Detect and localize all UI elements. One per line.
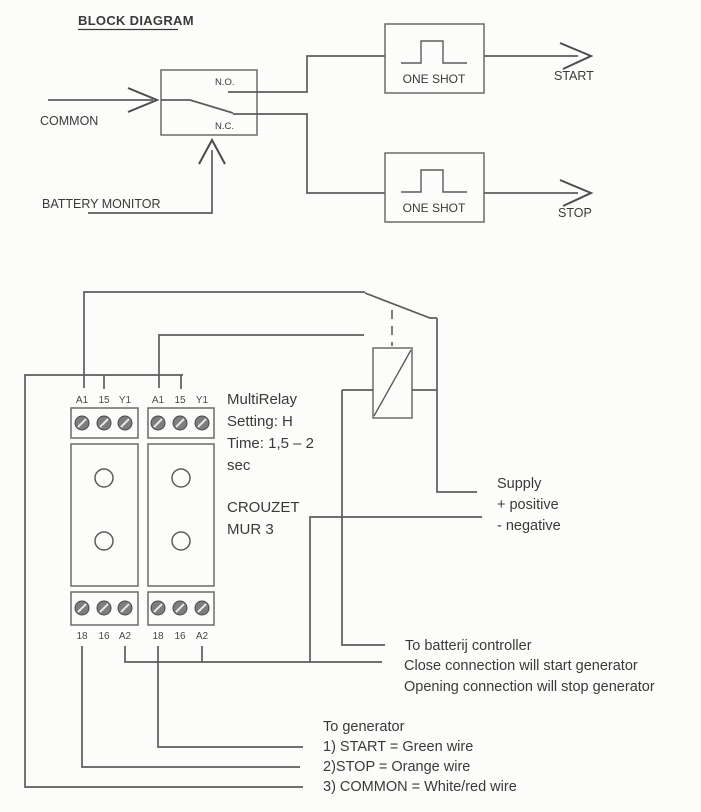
relay-contact-box	[161, 70, 257, 135]
terminal-label: A1	[75, 395, 89, 406]
terminal-label: 15	[98, 395, 110, 406]
note-line: + positive	[497, 497, 559, 513]
relay-module-2	[148, 395, 214, 642]
terminal-label: 18	[152, 631, 164, 642]
terminal-label: Y1	[195, 395, 209, 406]
terminal-label: A1	[151, 395, 165, 406]
note-line: MultiRelay	[227, 391, 298, 408]
common-input-label: COMMON	[40, 114, 99, 128]
wire-feed-module1-a1	[84, 292, 365, 388]
note-line: CROUZET	[227, 499, 300, 516]
wire-supply-positive	[437, 318, 477, 492]
one-shot-stop-block	[385, 153, 484, 222]
wire-stop-orange	[82, 646, 300, 767]
terminal-label: 16	[98, 631, 110, 642]
terminal-label: 16	[174, 631, 186, 642]
wire-feed-module2-a1	[159, 335, 364, 388]
one-shot-label-1: ONE SHOT	[402, 72, 466, 86]
battery-controller-notes	[404, 638, 655, 695]
nc-contact-label: N.C.	[215, 121, 234, 132]
battery-monitor-label: BATTERY MONITOR	[42, 197, 161, 211]
multirelay-notes	[227, 391, 314, 538]
note-line: 1) START = Green wire	[323, 739, 474, 755]
note-line: Supply	[497, 476, 542, 492]
note-line: 3) COMMON = White/red wire	[323, 779, 517, 795]
screw-terminal-icon	[151, 416, 209, 430]
note-line: sec	[227, 457, 251, 474]
note-line: 2)STOP = Orange wire	[323, 759, 471, 775]
start-output-label: START	[554, 69, 594, 83]
one-shot-label-2: ONE SHOT	[402, 201, 466, 215]
no-contact-label: N.O.	[215, 77, 235, 88]
screw-terminal-icon	[75, 416, 132, 430]
screw-terminal-icon	[151, 601, 209, 615]
note-line: MUR 3	[227, 521, 274, 538]
note-line: Time: 1,5 – 2	[227, 435, 314, 452]
relay-switch-blade	[365, 293, 437, 318]
wire-a2-bus	[125, 646, 382, 662]
relay-module-1	[71, 395, 138, 642]
terminal-label: 18	[76, 631, 88, 642]
note-line: Setting: H	[227, 413, 293, 430]
note-line: To batterij controller	[405, 638, 532, 654]
stop-output-label: STOP	[558, 206, 592, 220]
terminal-label: Y1	[118, 395, 132, 406]
module-body	[148, 444, 214, 586]
terminal-label: 15	[174, 395, 186, 406]
block-diagram	[40, 13, 594, 222]
note-line: - negative	[497, 518, 561, 534]
note-line: To generator	[323, 719, 405, 735]
note-line: Opening connection will stop generator	[404, 679, 655, 695]
wiring-diagram	[25, 292, 655, 795]
screw-terminal-icon	[75, 601, 132, 615]
note-line: Close connection will start generator	[404, 658, 638, 674]
module-body	[71, 444, 138, 586]
block-diagram-title: BLOCK DIAGRAM	[78, 13, 194, 28]
terminal-label: A2	[195, 631, 209, 642]
terminal-label: A2	[118, 631, 132, 642]
generator-notes	[323, 719, 517, 795]
one-shot-start-block	[385, 24, 484, 93]
supply-notes	[497, 476, 561, 534]
